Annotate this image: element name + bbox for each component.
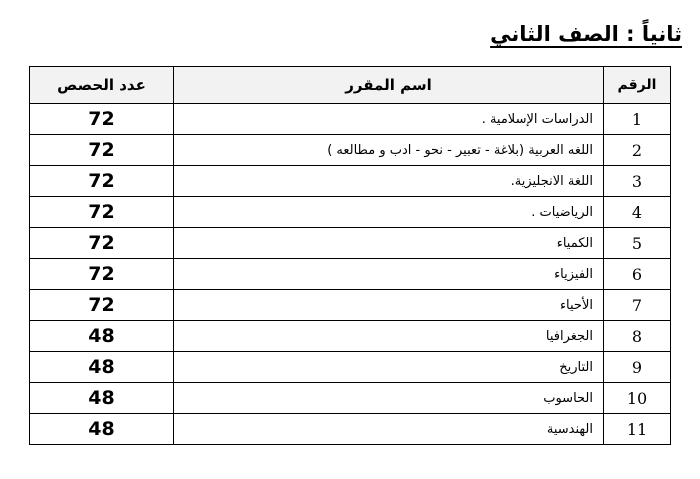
table-row bbox=[30, 352, 671, 383]
row-hours: 48 bbox=[30, 383, 174, 414]
row-number: 8 bbox=[604, 321, 671, 352]
row-number: 9 bbox=[604, 352, 671, 383]
table-row bbox=[30, 259, 671, 290]
row-hours: 72 bbox=[30, 228, 174, 259]
row-number: 6 bbox=[604, 259, 671, 290]
row-number: 5 bbox=[604, 228, 671, 259]
row-hours: 48 bbox=[30, 352, 174, 383]
row-number: 4 bbox=[604, 197, 671, 228]
table-row bbox=[30, 290, 671, 321]
table-row bbox=[30, 197, 671, 228]
row-course: الفيزياء bbox=[174, 259, 604, 290]
table-row bbox=[30, 228, 671, 259]
table-row bbox=[30, 104, 671, 135]
table-row bbox=[30, 135, 671, 166]
row-hours: 72 bbox=[30, 135, 174, 166]
row-number: 1 bbox=[604, 104, 671, 135]
row-course: الجغرافيا bbox=[174, 321, 604, 352]
row-hours: 72 bbox=[30, 166, 174, 197]
courses-table bbox=[29, 66, 671, 445]
table-row bbox=[30, 383, 671, 414]
header-course: اسم المقرر bbox=[174, 67, 604, 104]
page-title: ثانياً : الصف الثاني bbox=[490, 22, 682, 46]
table-header-row bbox=[30, 67, 671, 104]
row-course: الرياضيات . bbox=[174, 197, 604, 228]
row-number: 7 bbox=[604, 290, 671, 321]
row-hours: 72 bbox=[30, 259, 174, 290]
row-course: اللغة الانجليزية. bbox=[174, 166, 604, 197]
row-number: 2 bbox=[604, 135, 671, 166]
row-course: الأحياء bbox=[174, 290, 604, 321]
row-course: الدراسات الإسلامية . bbox=[174, 104, 604, 135]
row-course: الكمياء bbox=[174, 228, 604, 259]
row-hours: 72 bbox=[30, 197, 174, 228]
row-hours: 48 bbox=[30, 321, 174, 352]
row-hours: 48 bbox=[30, 414, 174, 445]
table-row bbox=[30, 166, 671, 197]
table-row bbox=[30, 414, 671, 445]
row-course: الحاسوب bbox=[174, 383, 604, 414]
header-number: الرقم bbox=[604, 67, 671, 104]
row-number: 3 bbox=[604, 166, 671, 197]
row-course: الهندسية bbox=[174, 414, 604, 445]
header-hours: عدد الحصص bbox=[30, 67, 174, 104]
row-course: اللغه العربية (بلاغة - تعبير - نحو - ادب و مطالعه ) bbox=[174, 135, 604, 166]
row-course: التاريخ bbox=[174, 352, 604, 383]
row-number: 11 bbox=[604, 414, 671, 445]
table-row bbox=[30, 321, 671, 352]
row-hours: 72 bbox=[30, 290, 174, 321]
row-hours: 72 bbox=[30, 104, 174, 135]
row-number: 10 bbox=[604, 383, 671, 414]
